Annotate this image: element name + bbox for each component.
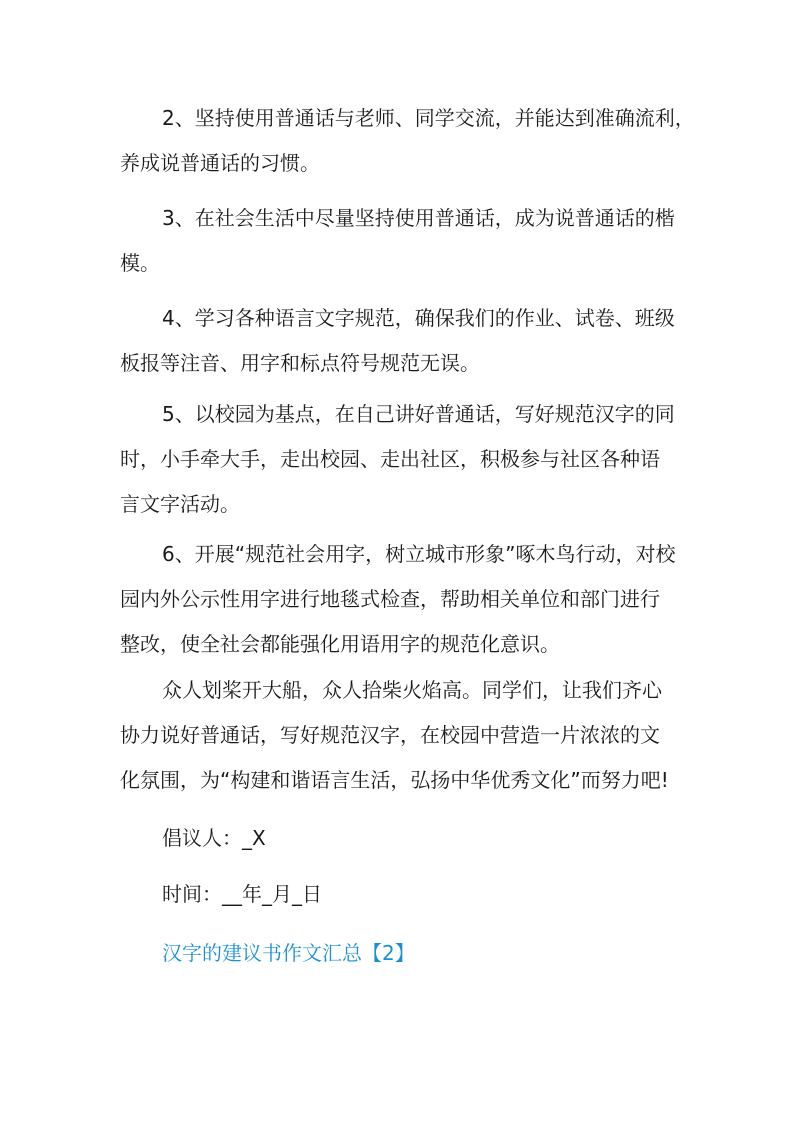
initiator-line (120, 816, 688, 861)
paragraph-line: 时，小手牵大手，走出校园、走出社区，积极参与社区各种语 (120, 447, 660, 471)
paragraph-line: 整改，使全社会都能强化用语用字的规范化意识。 (120, 632, 560, 656)
paragraph-item-5 (120, 392, 688, 527)
initiator-text: 倡议人：_X (162, 826, 266, 850)
paragraph-line: 2、坚持使用普通话与老师、同学交流，并能达到准确流利， (162, 106, 695, 130)
paragraph-line: 园内外公示性用字进行地毯式检查，帮助相关单位和部门进行 (120, 587, 660, 611)
paragraph-line: 3、在社会生活中尽量坚持使用普通话，成为说普通话的楷 (162, 206, 675, 230)
section-heading: 汉字的建议书作文汇总【2】 (162, 941, 415, 965)
paragraph-line: 4、学习各种语言文字规范，确保我们的作业、试卷、班级 (162, 306, 675, 330)
paragraph-line: 协力说好普通话，写好规范汉字，在校园中营造一片浓浓的文 (120, 723, 660, 747)
paragraph-line: 化氛围，为“构建和谐语言生活，弘扬中华优秀文化”而努力吧! (120, 768, 669, 792)
paragraph-item-6 (120, 532, 688, 667)
paragraph-line: 5、以校园为基点，在自己讲好普通话，写好规范汉字的同 (162, 402, 675, 426)
paragraph-item-2 (120, 96, 695, 186)
paragraph-line: 众人划桨开大船，众人拾柴火焰高。同学们，让我们齐心 (162, 678, 662, 702)
paragraph-line: 养成说普通话的习惯。 (120, 151, 320, 175)
paragraph-line: 言文字活动。 (120, 492, 240, 516)
paragraph-line: 6、开展“规范社会用字，树立城市形象”啄木鸟行动，对校 (162, 542, 676, 566)
paragraph-item-3 (120, 196, 688, 286)
paragraph-line: 板报等注音、用字和标点符号规范无误。 (120, 351, 480, 375)
paragraph-line: 模。 (120, 251, 160, 275)
closing-paragraph (120, 668, 688, 803)
paragraph-item-4 (120, 296, 688, 386)
date-text: 时间：__年_月_日 (162, 882, 322, 906)
date-line (120, 872, 688, 917)
